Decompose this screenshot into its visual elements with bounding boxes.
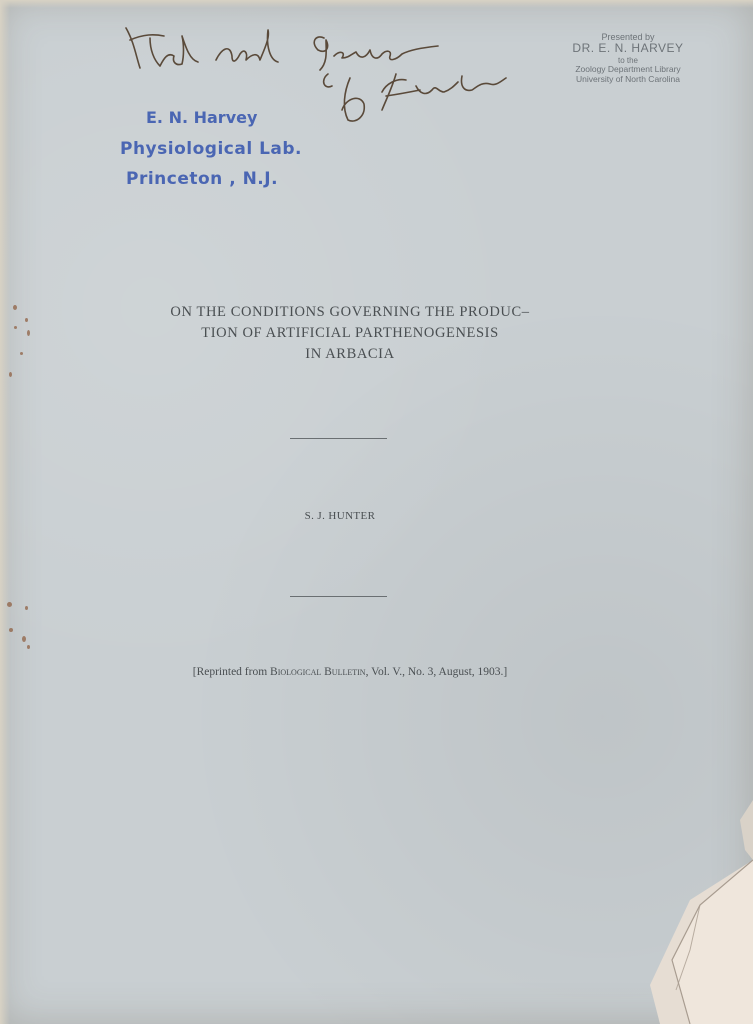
- title-line: TION OF ARTIFICIAL PARTHENOGENESIS: [201, 325, 499, 341]
- reprint-prefix: [Reprinted from: [192, 666, 271, 678]
- title-line: ON THE CONDITIONS GOVERNING THE PRODUC–: [170, 304, 530, 320]
- stamp-lab-name: Physiological Lab.: [120, 139, 302, 159]
- reprint-journal: Biological Bulletin: [270, 666, 366, 678]
- reprint-suffix: , Vol. V., No. 3, August, 1903.]: [365, 666, 508, 678]
- library-stamp-university: University of North Carolina: [576, 74, 680, 85]
- library-stamp-presented-by: Presented by: [601, 32, 655, 42]
- library-stamp-donor: DR. E. N. HARVEY: [572, 41, 684, 56]
- author-name: S. J. HUNTER: [304, 510, 376, 522]
- title-line: IN ARBACIA: [305, 346, 395, 362]
- stamp-location: Princeton , N.J.: [126, 169, 279, 189]
- library-stamp-department: Zoology Department Library: [575, 64, 681, 75]
- library-stamp-to-the: to the: [617, 56, 638, 66]
- stamp-owner-name: E. N. Harvey: [146, 108, 258, 127]
